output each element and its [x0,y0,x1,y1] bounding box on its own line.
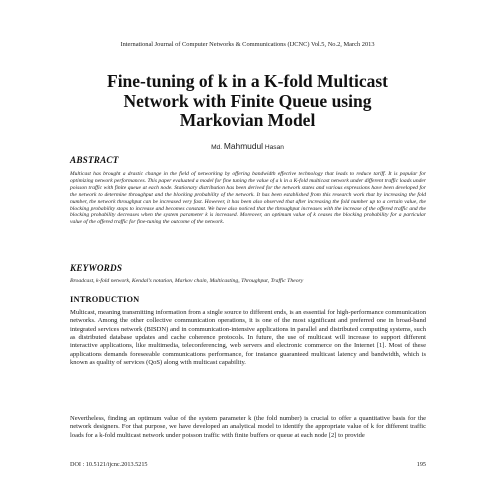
title-line: Fine-tuning of k in a K-fold Multicast [107,71,388,91]
author-name: Mahmudul [223,141,264,151]
title-line: Network with Finite Queue using [123,90,372,111]
intro-paragraph: Multicast, meaning transmitting information from a single source to different ends, is an essential for high-performance communication networks. Among the other collective communication operations, it is one of the most significant and preferred one in broad-band integrated services network (BISDN) and in communication-intensive applications in parallel and distributed computing systems, such as distributed database updates and cache coherence protocols. In future, the use of multicast will increase to support different interactive applications, like multimedia, teleconferencing, web servers and electronic commerce on the Internet [1]. Most of these applications demands foreseeable communications performance, for instance guaranteed multicast latency and bandwidth, which is known as quality of services (QoS) along with multicast capability. [70,309,426,367]
keywords-text: Broadcast, k-fold network, Kendal’s notation, Markov chain, Multicasting, Throughput, Traffic Theory [70,278,304,284]
doi-text: DOI : 10.5121/ijcnc.2013.5215 [70,461,148,468]
introduction-heading: INTRODUCTION [70,295,140,304]
abstract-text: Multicast has brought a drastic change in the field of networking by offering bandwidth effective technology that leads to reduce tariff. It is popular for optimizing network performances. This paper evaluated a model for fine tuning the value of a k in a K-fold multicast network under different traffic loads under poisson traffic with finite queue at each node. Stationary distribution has been derived for the network states and various expressions have been developed for the network to determine throughput and the blocking probability of the network. It has been established from this research work that by increasing the fold number, the network throughput can be increased very fast. However, it has been also observed that after increasing the fold number up to a certain value, the blocking probability stops to increase and becomes constant. We have also noticed that the throughput increases with the increase of the offered traffic and the blocking probability decreases when the system parameter k is increased. Moreover, an optimum value of k ceases the blocking probability for a particular value of the offered traffic for fine-tuning the outcome of the network. [70,171,426,226]
author-suffix: Hasan [264,144,284,151]
keywords-heading: KEYWORDS [70,263,123,273]
intro-paragraph: Nevertheless, finding an optimum value of the system parameter k (the fold number) is crucial to offer a quantitative basis for the network designers. For that purpose, we have developed an analytical model to identify the appropriate value of k for different traffic loads for a k-fold multicast network under poisson traffic with finite buffers or queue at each node [2] to provide [70,415,426,439]
page-number: 195 [416,461,426,468]
paper-title [0,72,495,131]
page-footer [70,461,426,468]
title-line: Markovian Model [179,110,316,130]
abstract-heading: ABSTRACT [70,155,119,165]
author-prefix: Md. [211,144,223,151]
author-line [0,141,495,151]
journal-header: International Journal of Computer Networks & Communications (IJCNC) Vol.5, No.2, March 2013 [120,41,375,48]
